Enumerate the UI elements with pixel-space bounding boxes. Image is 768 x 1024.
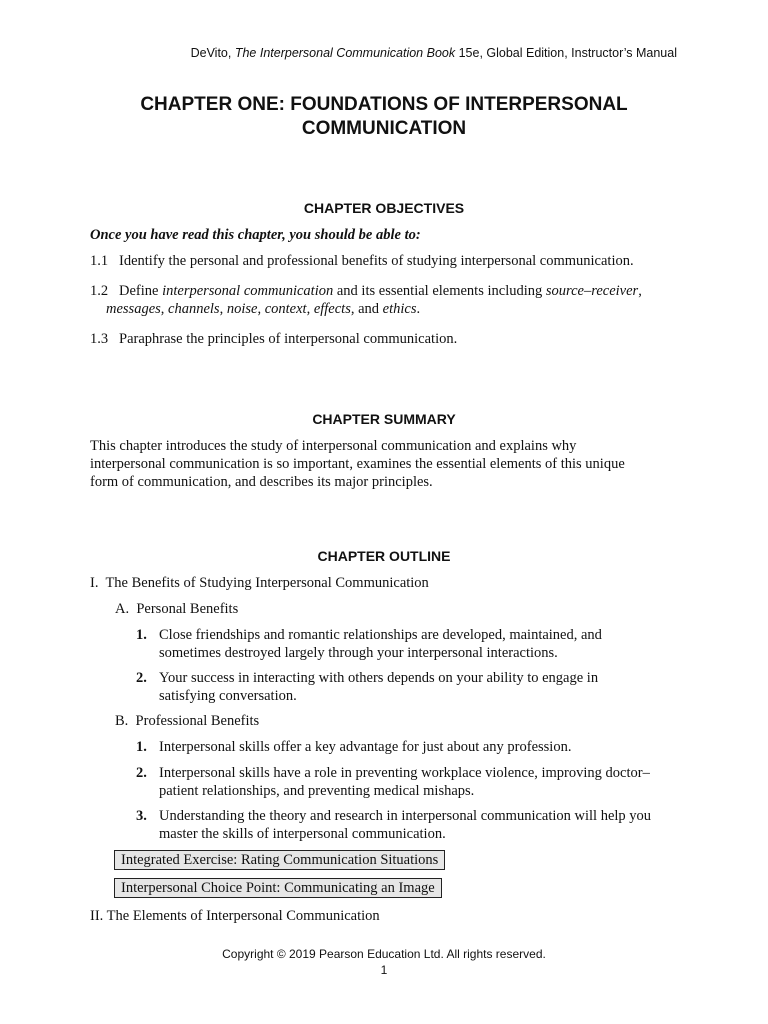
text-run: Define [119,283,163,299]
text-run: , and [350,301,383,317]
outline-b3-line1: Understanding the theory and research in interpersonal communication will help you [159,808,652,824]
outline-a1-line2: sometimes destroyed largely through your interpersonal interactions. [159,645,558,661]
outline-section-1: I. The Benefits of Studying Interpersonal Communication [90,575,429,591]
term-channels: channels [168,301,220,317]
outline-a2-line1: Your success in interacting with others depends on your ability to engage in [159,670,599,686]
page-number: 1 [380,963,388,977]
outline-section-2: II. The Elements of Interpersonal Communication [90,908,380,924]
term-noise: noise [226,301,258,317]
outline-b1-number: 1. [136,739,147,755]
header-edition: 15e, Global Edition, Instructor’s Manual [455,46,677,60]
outline-b2-line2: patient relationships, and preventing medical mishaps. [159,783,475,799]
outline-subsection-b: B. Professional Benefits [115,713,260,729]
text-run: and its essential elements including [333,283,546,299]
header-book-title: The Interpersonal Communication Book [234,46,456,60]
term-ethics: ethics [382,301,417,317]
text-run: , [257,301,265,317]
objectives-heading: CHAPTER OBJECTIVES [303,200,465,216]
outline-b3-number: 3. [136,808,147,824]
text-run: , [306,301,314,317]
text-run: , [638,283,642,299]
outline-a2-number: 2. [136,670,147,686]
objective-2-number: 1.2 [90,283,109,299]
objective-3-text: Paraphrase the principles of interpersonal communication. [119,331,458,347]
objective-3-number: 1.3 [90,331,109,347]
copyright-notice: Copyright © 2019 Pearson Education Ltd. All rights reserved. [222,947,546,961]
outline-b2-line1: Interpersonal skills have a role in preventing workplace violence, improving doctor– [159,765,650,781]
objective-1-number: 1.1 [90,253,109,269]
integrated-exercise-box: Integrated Exercise: Rating Communication Situations [114,850,445,870]
outline-a1-number: 1. [136,627,147,643]
choice-point-box: Interpersonal Choice Point: Communicating an Image [114,878,442,898]
term-source-receiver: source–receiver [545,283,639,299]
text-run: , [160,301,169,317]
chapter-title [0,93,768,141]
outline-b2-number: 2. [136,765,147,781]
chapter-title-line2: COMMUNICATION [301,118,467,139]
summary-line-2: interpersonal communication is so important, examines the essential elements of this unique [90,456,625,472]
term-messages: messages [106,301,161,317]
term-effects: effects [313,301,351,317]
outline-b1-line1: Interpersonal skills offer a key advantage for just about any profession. [159,739,572,755]
running-header [191,46,677,60]
objective-2-line1 [119,282,642,300]
outline-a2-line2: satisfying conversation. [159,688,297,704]
outline-subsection-a: A. Personal Benefits [115,601,239,617]
objective-2-line2 [106,300,420,318]
objectives-intro: Once you have read this chapter, you should be able to: [90,227,421,243]
outline-b3-line2: master the skills of interpersonal communication. [159,826,446,842]
objective-1-text: Identify the personal and professional benefits of studying interpersonal communication. [119,253,634,269]
text-run: . [416,301,421,317]
outline-heading: CHAPTER OUTLINE [317,548,451,564]
chapter-title-line1: CHAPTER ONE: FOUNDATIONS OF INTERPERSONAL [140,94,628,115]
term-interpersonal-communication: interpersonal communication [162,283,334,299]
summary-heading: CHAPTER SUMMARY [312,411,456,427]
summary-line-1: This chapter introduces the study of interpersonal communication and explains why [90,438,577,454]
header-author: DeVito, [190,46,235,60]
text-run: , [219,301,227,317]
term-context: context [264,301,307,317]
outline-a1-line1: Close friendships and romantic relationships are developed, maintained, and [159,627,602,643]
summary-line-3: form of communication, and describes its major principles. [90,474,433,490]
